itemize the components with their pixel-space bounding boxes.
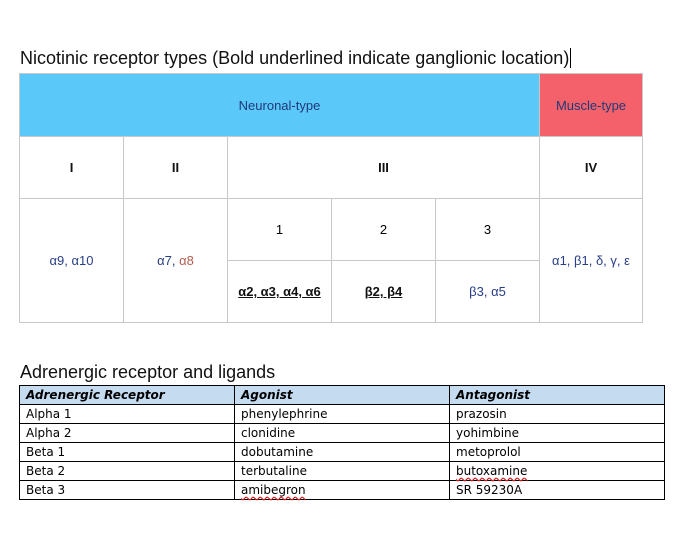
alpha7-subunit: α7, [157,253,180,268]
ganglionic-subunits-1: α2, α3, α4, α6 [238,284,321,299]
subgroup-2: 2 [332,199,436,261]
ganglionic-subunits-2: β2, β4 [364,284,403,299]
receptor-cell: Beta 2 [20,462,235,481]
alpha8-subunit: α8 [179,253,194,268]
nicotinic-heading: Nicotinic receptor types (Bold underlined indicate ganglionic location) [20,48,570,68]
receptor-cell: Beta 1 [20,443,235,462]
spellcheck-word: butoxamine [456,464,528,478]
table-row [20,481,665,500]
subgroup-1: 1 [228,199,332,261]
antagonist-cell: metoprolol [450,443,665,462]
antagonist-cell: yohimbine [450,424,665,443]
header-agonist: Agonist [235,386,450,405]
table-row [20,405,665,424]
antagonist-cell: SR 59230A [450,481,665,500]
type-I-header: I [20,137,124,199]
antagonist-cell [450,462,665,481]
receptor-cell: Alpha 2 [20,424,235,443]
muscle-type-header: Muscle-type [540,74,643,137]
table-row [20,424,665,443]
agonist-cell: dobutamine [235,443,450,462]
type-I-subunits: α9, α10 [20,199,124,323]
type-II-header: II [124,137,228,199]
type-III-2-subunits [332,261,436,323]
type-III-header: III [228,137,540,199]
spellcheck-word: amibegron [241,483,306,497]
type-IV-header: IV [540,137,643,199]
neuronal-type-header: Neuronal-type [20,74,540,137]
agonist-cell [235,481,450,500]
type-III-1-subunits [228,261,332,323]
type-II-subunits [124,199,228,323]
type-III-3-subunits: β3, α5 [436,261,540,323]
receptor-cell: Beta 3 [20,481,235,500]
agonist-cell: terbutaline [235,462,450,481]
type-IV-subunits: α1, β1, δ, γ, ε [540,199,643,323]
adrenergic-heading: Adrenergic receptor and ligands [20,362,276,382]
table-row [20,443,665,462]
subgroup-3: 3 [436,199,540,261]
receptor-cell: Alpha 1 [20,405,235,424]
text-cursor [570,48,571,68]
adrenergic-table [19,385,665,500]
agonist-cell: clonidine [235,424,450,443]
antagonist-cell: prazosin [450,405,665,424]
header-receptor: Adrenergic Receptor [20,386,235,405]
nicotinic-table [19,73,643,323]
table-row [20,462,665,481]
agonist-cell: phenylephrine [235,405,450,424]
header-antagonist: Antagonist [450,386,665,405]
